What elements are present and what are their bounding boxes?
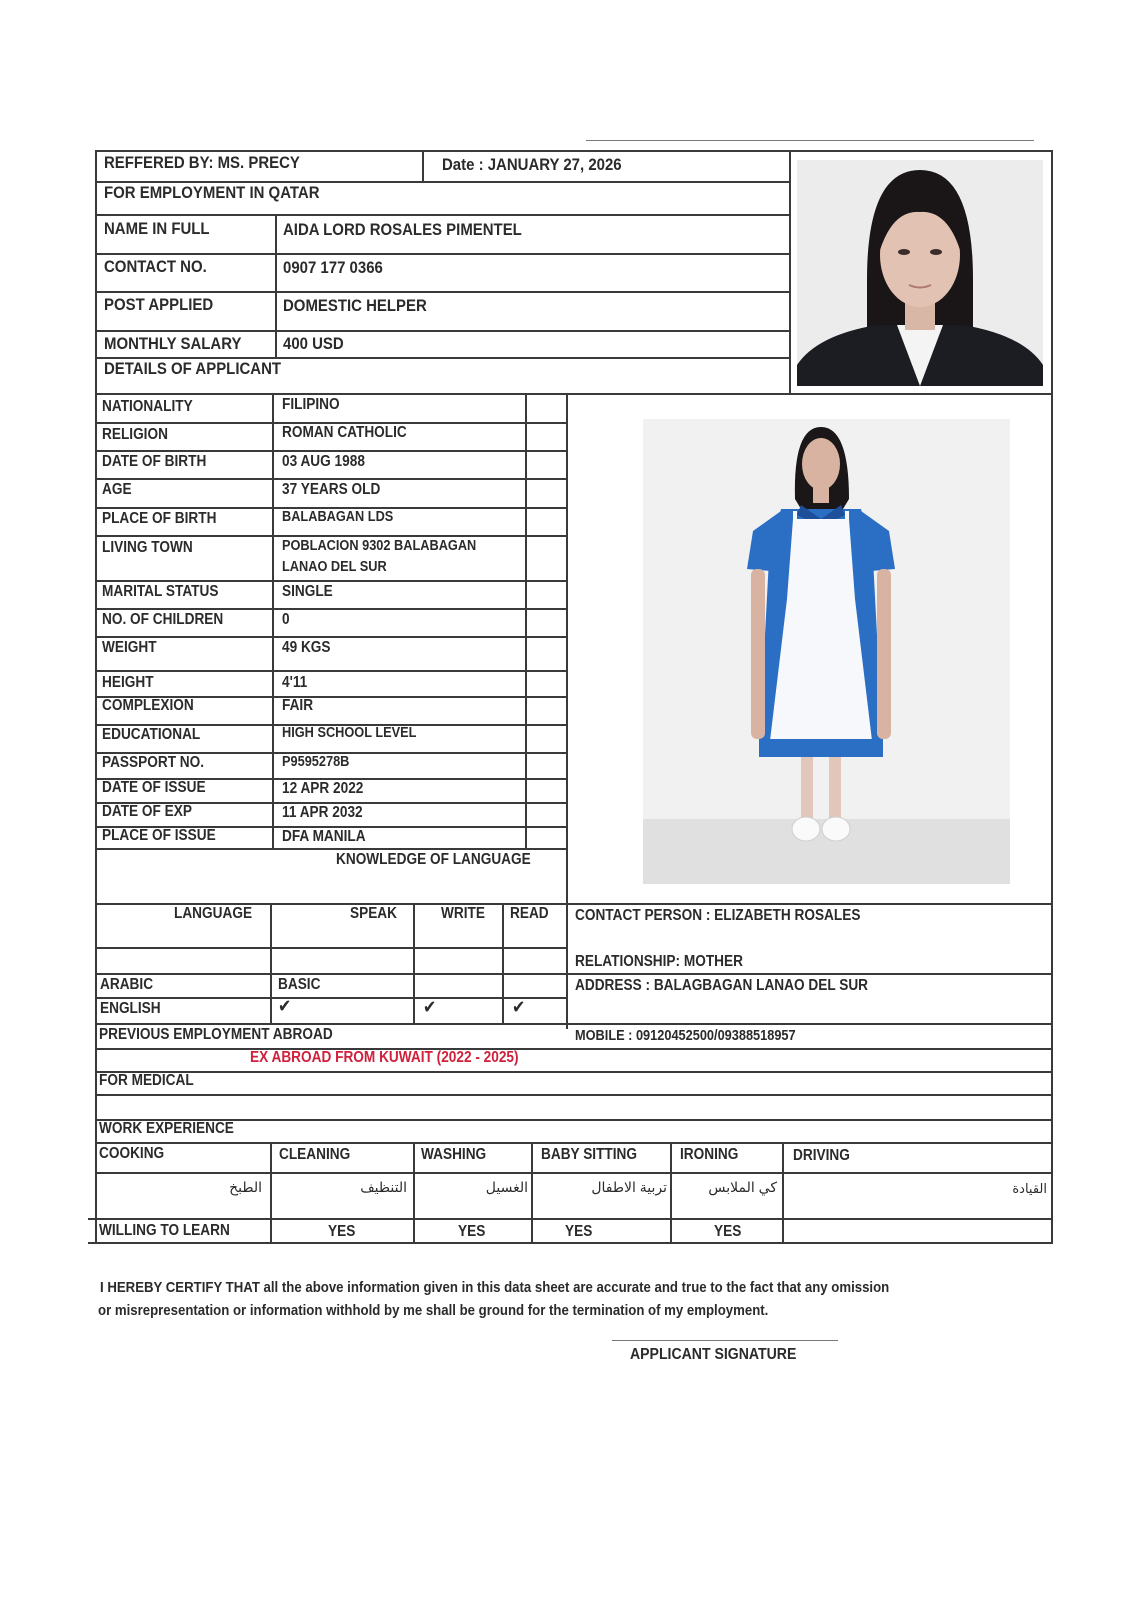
header-divider: [422, 150, 424, 182]
rule: [95, 393, 1053, 395]
rule: [95, 608, 567, 610]
rule: [95, 1071, 1053, 1073]
medical-label: FOR MEDICAL: [99, 1072, 194, 1089]
detail-label-dob: DATE OF BIRTH: [102, 453, 207, 470]
rule: [502, 903, 504, 1023]
skill-driving-ar: القيادة: [1012, 1181, 1047, 1196]
detail-value-weight: 49 KGS: [282, 639, 331, 656]
signature-line: [612, 1340, 838, 1341]
rule: [95, 1048, 1053, 1050]
frame-top: [95, 150, 1053, 152]
applicant-signature-label: APPLICANT SIGNATURE: [630, 1346, 797, 1363]
detail-value-nationality: FILIPINO: [282, 396, 340, 413]
details-col3: [566, 393, 568, 1029]
skill-washing-ar: الغسيل: [485, 1179, 528, 1195]
rule: [95, 1172, 1053, 1174]
detail-label-religion: RELIGION: [102, 426, 168, 443]
rule: [95, 1094, 1053, 1096]
detail-label-passport: PASSPORT NO.: [102, 754, 205, 771]
rule: [95, 947, 567, 949]
willing-ironing: YES: [714, 1223, 742, 1240]
col-speak: SPEAK: [350, 905, 397, 922]
willing-cleaning: YES: [328, 1223, 356, 1240]
rule: [95, 1023, 1053, 1025]
detail-value-living-town: POBLACION 9302 BALABAGAN: [282, 538, 477, 554]
work-heading: WORK EXPERIENCE: [99, 1120, 234, 1137]
certification-line2: or misrepresentation or information withhold by me shall be ground for the termination of my employment.: [98, 1302, 769, 1319]
post-value: DOMESTIC HELPER: [283, 296, 427, 315]
name-label: NAME IN FULL: [104, 219, 210, 238]
rule: [95, 997, 567, 999]
top-rule: [586, 140, 1034, 141]
skill-cooking-ar: الطبخ: [229, 1179, 262, 1195]
contact-relationship: RELATIONSHIP: MOTHER: [575, 953, 743, 970]
detail-value-issue-date: 12 APR 2022: [282, 780, 364, 797]
contact-mobile: MOBILE : 09120452500/09388518957: [575, 1028, 796, 1044]
lang-arabic: ARABIC: [100, 976, 154, 993]
details-heading: DETAILS OF APPLICANT: [104, 359, 282, 378]
skill-ironing: IRONING: [680, 1146, 739, 1163]
detail-label-age: AGE: [102, 481, 132, 498]
detail-value-dob: 03 AUG 1988: [282, 453, 365, 470]
detail-value-children: 0: [282, 611, 290, 628]
language-heading: KNOWLEDGE OF LANGUAGE: [336, 851, 531, 868]
detail-value-exp-date: 11 APR 2032: [282, 804, 363, 821]
rule: [88, 1218, 1053, 1220]
contact-label: CONTACT NO.: [104, 257, 207, 276]
salary-label: MONTHLY SALARY: [104, 334, 242, 353]
detail-label-nationality: NATIONALITY: [102, 398, 193, 415]
detail-value-height: 4'11: [282, 674, 308, 691]
contact-address: ADDRESS : BALAGBAGAN LANAO DEL SUR: [575, 977, 869, 994]
rule: [270, 903, 272, 1023]
detail-value-age: 37 YEARS OLD: [282, 481, 381, 498]
rule: [95, 1142, 1053, 1144]
detail-label-children: NO. OF CHILDREN: [102, 611, 224, 628]
rule: [95, 214, 790, 216]
detail-label-living-town: LIVING TOWN: [102, 539, 193, 556]
detail-label-issue-date: DATE OF ISSUE: [102, 779, 206, 796]
willing-label: WILLING TO LEARN: [99, 1222, 230, 1239]
willing-baby-sitting: YES: [565, 1223, 593, 1240]
detail-label-issue-place: PLACE OF ISSUE: [102, 827, 216, 844]
lang-english: ENGLISH: [100, 1000, 161, 1017]
prev-employment-value: EX ABROAD FROM KUWAIT (2022 - 2025): [250, 1049, 519, 1066]
rule: [95, 291, 790, 293]
col-write: WRITE: [441, 905, 485, 922]
rule: [95, 478, 567, 480]
detail-label-complexion: COMPLEXION: [102, 697, 194, 714]
rule: [95, 330, 790, 332]
name-value: AIDA LORD ROSALES PIMENTEL: [283, 220, 522, 239]
skill-cleaning-ar: التنظيف: [360, 1179, 407, 1195]
detail-value-complexion: FAIR: [282, 697, 314, 714]
detail-label-height: HEIGHT: [102, 674, 154, 691]
willing-washing: YES: [458, 1223, 486, 1240]
rule: [95, 848, 567, 850]
salary-value: 400 USD: [283, 334, 344, 353]
rule: [95, 580, 567, 582]
applicant-headshot: [797, 160, 1043, 386]
lang-arabic-speak: BASIC: [278, 976, 321, 993]
rule: [270, 1142, 272, 1243]
skill-baby-sitting-ar: تربية الاطفال: [591, 1179, 667, 1195]
skill-cooking: COOKING: [99, 1145, 165, 1162]
employment-location: FOR EMPLOYMENT IN QATAR: [104, 183, 320, 202]
rule: [95, 450, 567, 452]
frame-bottom: [88, 1242, 1053, 1244]
detail-label-pob: PLACE OF BIRTH: [102, 510, 217, 527]
rule: [670, 1142, 672, 1243]
detail-value-education: HIGH SCHOOL LEVEL: [282, 725, 417, 741]
detail-label-marital: MARITAL STATUS: [102, 583, 219, 600]
prev-employment-label: PREVIOUS EMPLOYMENT ABROAD: [99, 1026, 333, 1043]
certification-line1: I HEREBY CERTIFY THAT all the above information given in this data sheet are accurate and true to the fact that any omission: [100, 1279, 890, 1296]
rule: [531, 1142, 533, 1243]
rule: [95, 1119, 1053, 1121]
skill-washing: WASHING: [421, 1146, 487, 1163]
applicant-fullbody-photo: [643, 419, 1010, 884]
frame-right: [1051, 150, 1053, 1243]
detail-value-passport: P9595278B: [282, 754, 350, 770]
detail-value-issue-place: DFA MANILA: [282, 828, 366, 845]
detail-label-weight: WEIGHT: [102, 639, 157, 656]
referred-by: REFFERED BY: MS. PRECY: [104, 153, 300, 172]
date: Date : JANUARY 27, 2026: [442, 155, 622, 174]
detail-value-living-town-2: LANAO DEL SUR: [282, 559, 387, 575]
english-read-check: ✔: [512, 997, 526, 1017]
rule: [413, 903, 415, 1023]
contact-person: CONTACT PERSON : ELIZABETH ROSALES: [575, 907, 861, 924]
rule: [95, 636, 567, 638]
post-label: POST APPLIED: [104, 295, 214, 314]
detail-value-pob: BALABAGAN LDS: [282, 509, 394, 525]
skill-cleaning: CLEANING: [279, 1146, 351, 1163]
contact-value: 0907 177 0366: [283, 258, 383, 277]
detail-value-marital: SINGLE: [282, 583, 333, 600]
rule: [95, 670, 567, 672]
rule: [413, 1142, 415, 1243]
english-speak-check: ✔: [278, 996, 292, 1016]
detail-label-education: EDUCATIONAL: [102, 726, 201, 743]
rule: [95, 253, 790, 255]
skill-ironing-ar: كي الملابس: [708, 1179, 777, 1195]
skill-baby-sitting: BABY SITTING: [541, 1146, 638, 1163]
basic-col-divider: [275, 214, 277, 357]
col-read: READ: [510, 905, 549, 922]
detail-value-religion: ROMAN CATHOLIC: [282, 424, 407, 441]
rule: [782, 1142, 784, 1243]
detail-label-exp-date: DATE OF EXP: [102, 803, 192, 820]
skill-driving: DRIVING: [793, 1147, 850, 1164]
english-write-check: ✔: [423, 997, 437, 1017]
col-language: LANGUAGE: [174, 905, 253, 922]
rule: [95, 973, 1053, 975]
rule: [95, 535, 567, 537]
